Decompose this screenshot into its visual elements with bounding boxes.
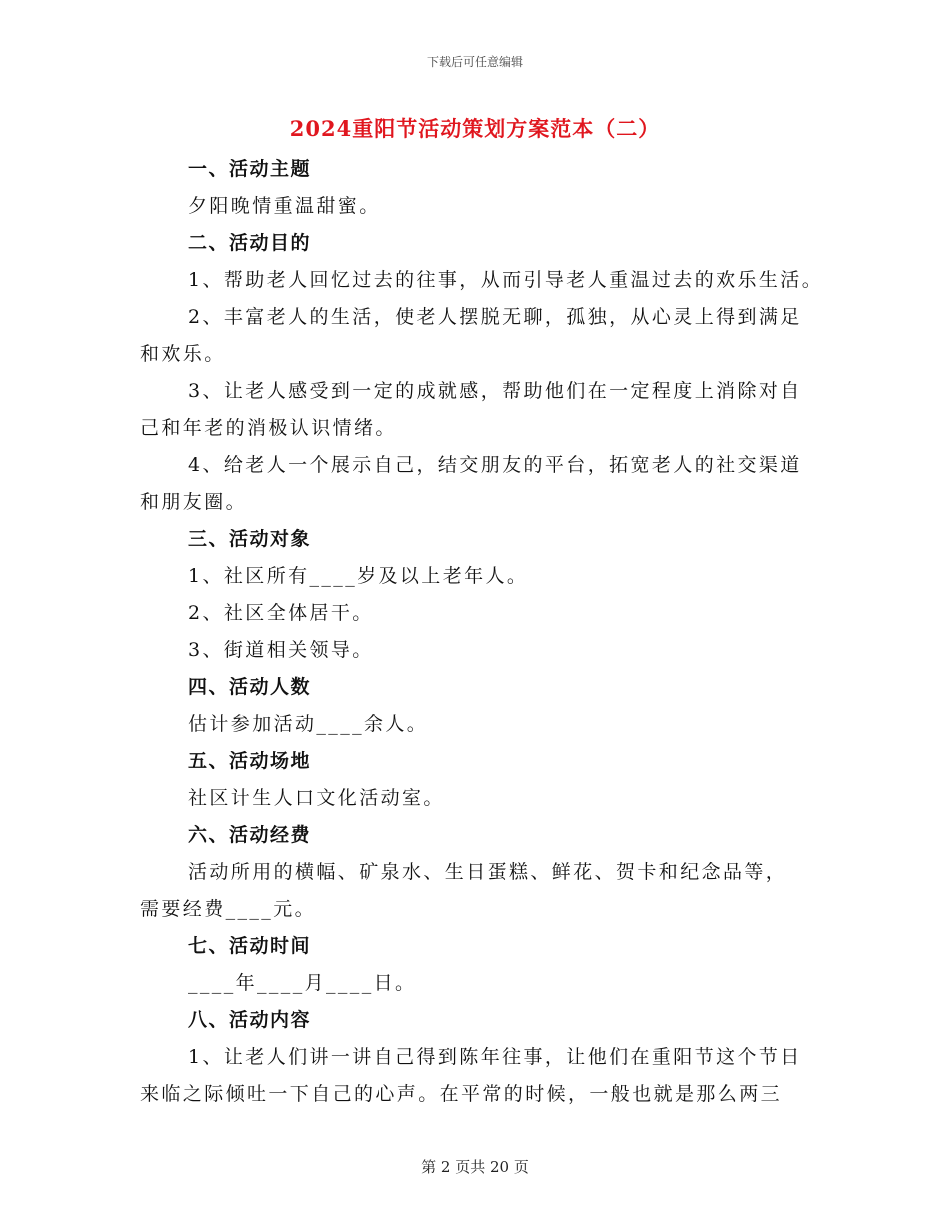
page-header: 下载后可任意编辑 [426, 55, 523, 69]
text-line: 活动所用的横幅、矿泉水、生日蛋糕、鲜花、贺卡和纪念品等， [188, 861, 788, 883]
text-line: 2、丰富老人的生活，使老人摆脱无聊，孤独，从心灵上得到满足 [188, 306, 802, 328]
section-heading: 六、活动经费 [188, 824, 312, 846]
section-heading: 八、活动内容 [188, 1009, 312, 1031]
text-line: 3、街道相关领导。 [188, 639, 374, 661]
text-line: 社区计生人口文化活动室。 [188, 787, 445, 809]
text-line: ____年____月____日。 [188, 972, 417, 994]
section-heading: 一、活动主题 [188, 158, 312, 180]
text-line: 1、让老人们讲一讲自己得到陈年往事，让他们在重阳节这个节日 [188, 1046, 802, 1068]
text-line: 估计参加活动____余人。 [188, 713, 429, 735]
page-footer: 第 2 页共 20 页 [421, 1158, 529, 1176]
text-line: 2、社区全体居干。 [188, 602, 374, 624]
text-line: 3、让老人感受到一定的成就感，帮助他们在一定程度上消除对自 [188, 380, 802, 402]
section-heading: 二、活动目的 [188, 232, 312, 254]
text-line: 1、帮助老人回忆过去的往事，从而引导老人重温过去的欢乐生活。 [188, 269, 824, 291]
section-heading: 四、活动人数 [188, 676, 312, 698]
text-line: 己和年老的消极认识情绪。 [140, 417, 397, 439]
section-heading: 五、活动场地 [188, 750, 312, 772]
text-line: 1、社区所有____岁及以上老年人。 [188, 565, 529, 587]
section-heading: 七、活动时间 [188, 935, 312, 957]
text-line: 和朋友圈。 [140, 491, 248, 513]
document-body [140, 151, 824, 1113]
text-line: 来临之际倾吐一下自己的心声。在平常的时候，一般也就是那么两三 [140, 1083, 783, 1105]
text-line: 4、给老人一个展示自己，结交朋友的平台，拓宽老人的社交渠道 [188, 454, 802, 476]
text-line: 夕阳晚情重温甜蜜。 [188, 195, 381, 217]
document-title: 2024重阳节活动策划方案范本（二） [289, 116, 661, 141]
text-line: 需要经费____元。 [140, 898, 317, 920]
text-line: 和欢乐。 [140, 343, 226, 365]
section-heading: 三、活动对象 [188, 528, 312, 550]
